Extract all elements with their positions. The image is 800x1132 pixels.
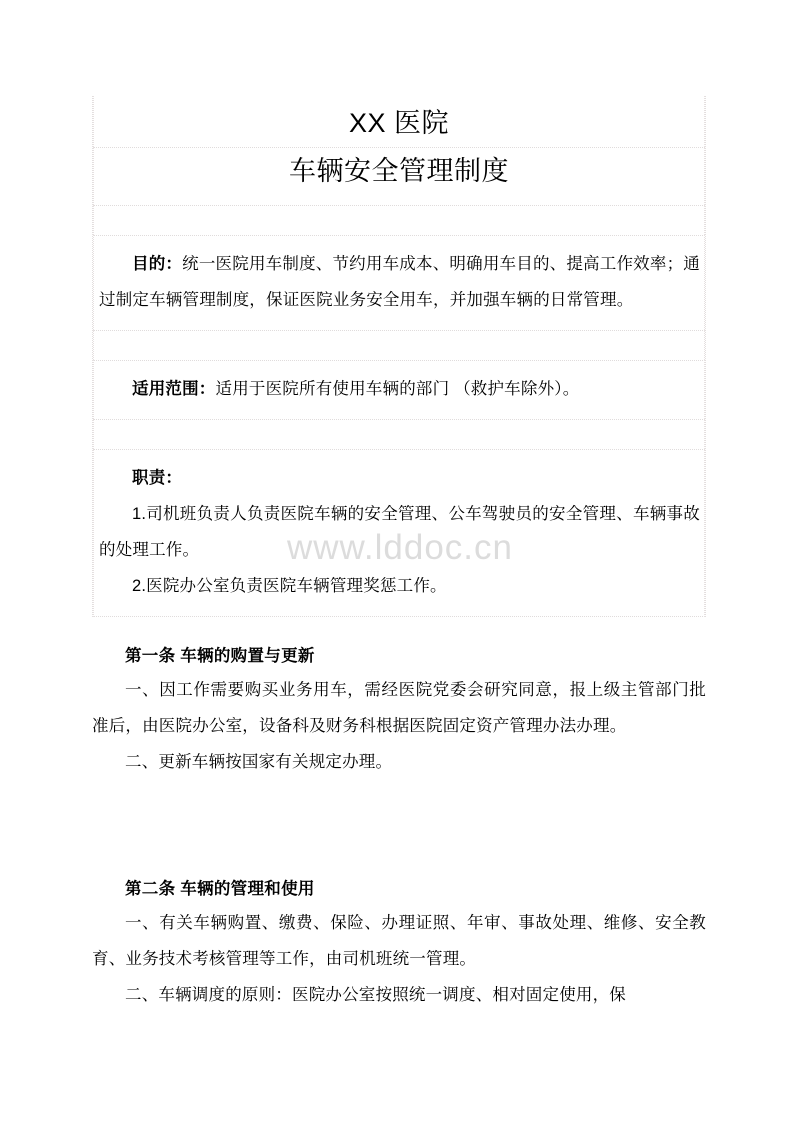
article-one-heading: 第一条 车辆的购置与更新 bbox=[125, 647, 315, 665]
scope-spacer-row bbox=[93, 419, 705, 449]
header-block bbox=[92, 96, 706, 617]
title-spacer-row bbox=[93, 205, 705, 235]
article-one-paragraph-1: 一、因工作需要购买业务用车，需经医院党委会研究同意，报上级主管部门批准后，由医院办公室，设备科及财务科根据医院固定资产管理办法办理。 bbox=[92, 681, 706, 735]
article-two-heading: 第二条 车辆的管理和使用 bbox=[125, 880, 315, 898]
page-title-primary: XX 医院 bbox=[348, 108, 450, 138]
article-two-paragraph-2: 二、车辆调度的原则：医院办公室按照统一调度、相对固定使用，保 bbox=[125, 986, 626, 1004]
watermark-text: www.lddoc.cn bbox=[287, 528, 513, 567]
section-duties bbox=[93, 449, 705, 617]
page-title-secondary: 车辆安全管理制度 bbox=[289, 156, 509, 186]
title-section bbox=[93, 96, 705, 147]
duties-item-1: 1.司机班负责人负责医院车辆的安全管理、公车驾驶员的安全管理、车辆事故的处理工作。 bbox=[99, 505, 700, 559]
purpose-text: 统一医院用车制度、节约用车成本、明确用车目的、提高工作效率；通过制定车辆管理制度，保证医院业务安全用车，并加强车辆的日常管理。 bbox=[99, 255, 700, 309]
scope-label: 适用范围： bbox=[132, 380, 216, 398]
duties-label: 职责： bbox=[132, 469, 183, 487]
dotted-container bbox=[92, 96, 706, 617]
section-purpose bbox=[93, 235, 705, 330]
section-scope bbox=[93, 360, 705, 419]
duties-item-2: 2.医院办公室负责医院车辆管理奖惩工作。 bbox=[132, 577, 447, 595]
article-one-paragraph-2: 二、更新车辆按国家有关规定办理。 bbox=[125, 753, 393, 771]
article-two-paragraph-1: 一、有关车辆购置、缴费、保险、办理证照、年审、事故处理、维修、安全教育、业务技术考核管理等工作，由司机班统一管理。 bbox=[92, 914, 706, 968]
purpose-label: 目的： bbox=[132, 255, 183, 273]
subtitle-section bbox=[93, 147, 705, 205]
article-one bbox=[92, 640, 706, 780]
scope-text: 适用于医院所有使用车辆的部门 （救护车除外）。 bbox=[215, 380, 580, 398]
purpose-paragraph bbox=[94, 246, 704, 318]
scope-paragraph bbox=[94, 371, 704, 407]
purpose-spacer-row bbox=[93, 330, 705, 360]
article-two bbox=[92, 873, 706, 1013]
